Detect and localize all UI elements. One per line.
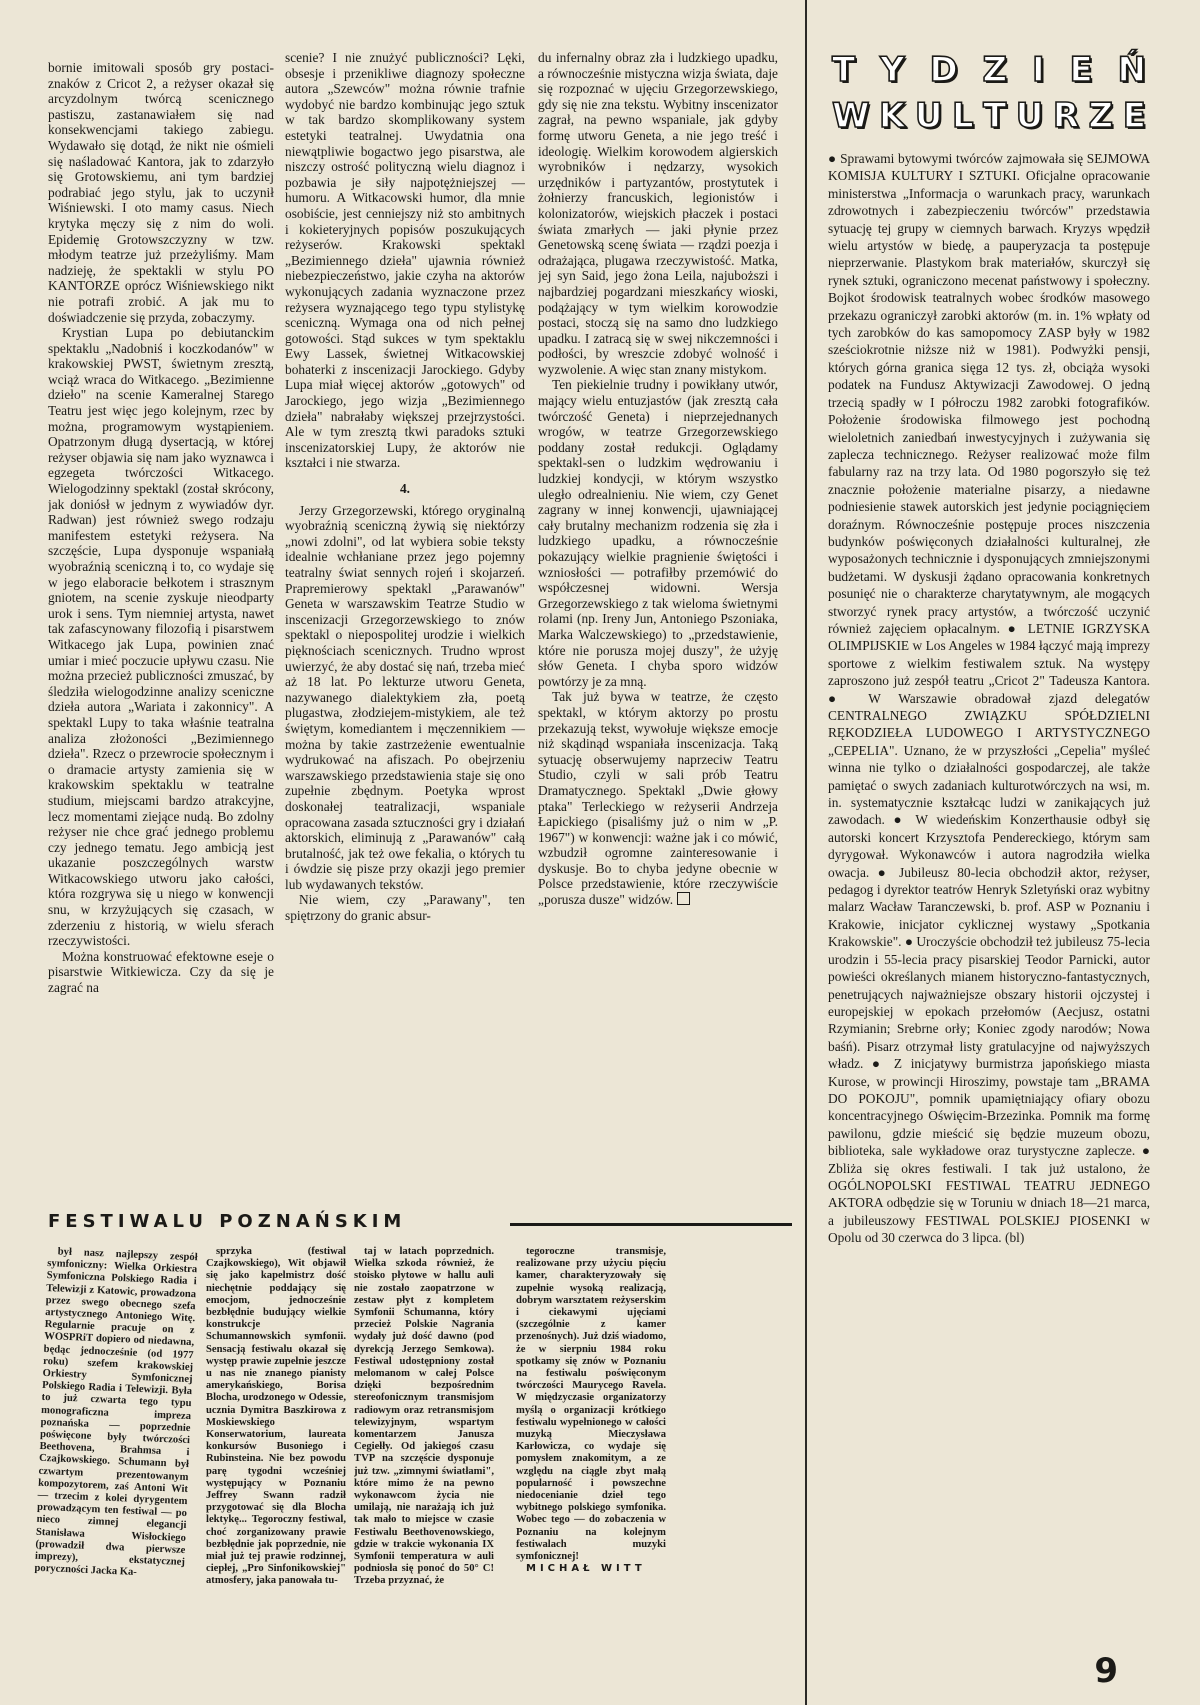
title-letter: R [1052,96,1080,136]
paragraph: Można konstruować efektowne eseje o pisarstwie Witkiewicza. Czy da się je zagrać na [48,948,274,996]
title-letter: T [983,96,1007,136]
paragraph: scenie? I nie znużyć publiczności? Lęki, obsesje i przenikliwe diagnozy społeczne autora „Szewców" można równie trafnie wydobyć nie bardzo kombinując jego sztuk w tak bardzo skomplikowany system estetyki teatralnej. Uwydatnia ona niewątpliwie bogactwo jego pisarstwa, ale niszczy ostrość polityczną wielu diagnoz i pozbawia je siły najpotężniejszej — humoru. A Witkacowski humor, dla mnie osobiście, jest cenniejszy niż sto ambitnych i kokieteryjnych popisów poszukujących reżyserów. Krakowski spektakl „Bezimiennego dzieła" ujawnia również niebezpieczeństwo, jakie czyha na aktorów wykonujących zadania wyznaczone przez reżysera wyznającego tego typu stylistykę sceniczną. Wymaga ona od nich pełnej gotowości. Stąd sukces w tym spektaklu Ewy Lassek, świetnej Witkacowskiej bohaterki z inscenizacji Jarockiego. Gdyby Lupa miał więcej aktorów „gotowych" od Jarockiego, jego wizja „Bezimiennego dzieła" nabrałaby większej przejrzystości. Ale w tym zresztą tkwi paradoks sztuki inscenizatorskiej Lupy, że aktorów nie kształci i nie stwarza. [285,50,525,471]
article-column-3 [538,50,778,1200]
article-column-2 [285,50,525,1200]
title-letter: T [832,50,856,90]
section-title-line-1 [832,50,1146,90]
paragraph: taj w latach poprzednich. Wielka szkoda również, że stoisko płytowe w hallu auli nie zostało zaopatrzone w zestaw płyt z kompletem Symfonii Schumanna, który przecież Polskie Nagrania wydały już dość dawno (pod dyrekcją Jerzego Semkowa). Festiwal udostępniony został melomanom w całej Polsce dzięki bezpośrednim stereofonicznym transmisjom radiowym oraz retransmisjom telewizyjnym, wspartym komentarzem Janusza Cegiełły. Od jakiegoś czasu TVP na szczęście dysponuje już tzw. „zimnymi światłami", które mimo że na pewno wykonawcom życia nie umilają, nie narażają ich już tak mało to miejsce w czasie Festiwalu Beethovenowskiego, gdzie w trakcie wykonania IX Symfonii temperatura w auli podniosła się ponoć do 50° C! Trzeba przyznać, że [354,1246,494,1587]
paragraph-text: Tak już bywa w teatrze, że często spektakl, w którym aktorzy po prostu przekazują tekst, wywołuje większe emocje niż skądinąd wspaniała inscenizacja. Taką sytuację obserwujemy naprzeciw Teatru Studio, czyli w sali prób Teatru Dramatycznego. Spektakl „Dwie głowy ptaka" Terleckiego w reżyserii Andrzeja Łapickiego (pisaliśmy już o nim w „P. 1967") w konwencji: ważne jak i co mówić, wzbudził ogromne zainteresowanie i dyskusje. Bo to chyba jedyne obecnie w Polsce przedstawienie, które rzeczywiście „porusza dusze" widzów. [538,689,778,908]
title-letter: Ń [1117,50,1146,90]
section-number: 4. [399,481,411,497]
festival-heading: FESTIWALU POZNAŃSKIM [48,1211,407,1232]
title-letter: E [1069,50,1093,90]
festival-column-3 [354,1246,494,1686]
paragraph: bornie imitowali sposób gry postaci-znaków z Cricot 2, a reżyser okazał się arcyzdolnym twórcą scenicznego pastiszu, zastanawiałem się nad konsekwencjami takiego zabiegu. Wydawało się dotąd, że nikt nie ośmieli się naśladować Kantora, jak to zdarzyło się Grotowskiemu, ani tym bardziej podrabiać jego stylu, jak to uczynił Wiśniewski. I oto mamy casus. Niech krytyka męczy się z nim do woli. Epidemię Grotowszczyzny w tzw. młodym teatrze już przeżyliśmy. Mam nadzieję, że spektakli w stylu PO KANTORZE oprócz Wiśniewskiego nikt nie potrafi zrobić. A jak mu to doświadczenie się przyda, zobaczymy. [48,60,274,325]
title-letter: Z [982,50,1008,90]
author-signature: MICHAŁ WITT [526,1563,646,1575]
end-of-article-icon [677,892,690,905]
culture-week-column [828,50,1150,1680]
culture-week-text: ● Sprawami bytowymi twórców zajmowała się SEJMOWA KOMISJA KULTURY I SZTUKI. Oficjalne opracowanie ministerstwa „Informacja o warunkach pracy, warunkach zdrowotnych i zabezpieczeniu twórców" przedstawia sytuację tej grupy w ciemnych barwach. Kryzys wpędził wielu artystów w biedę, a pauperyzacja ta postępuje nieprzerwanie. Plastykom brak materiałów, skurczył się rynek sztuki, ograniczono mecenat państwowy i społeczny. Bojkot środowisk teatralnych wobec środków masowego przekazu ograniczył zarobki aktorów (m. in. 1% wpłaty od tych zarobków do kas samopomocy ZASP były w 1982 sześciokrotnie niższe niż w 1981). Podwyżki pensji, których górna granica sięga 12 tys. zł, obciąża wysoki podatek na Fundusz Aktywizacji Zawodowej. O jedną trzecią spadły w I półroczu 1982 zarobki fotografików. Położenie środowiska filmowego jest pochodną wieloletnich zaniedbań inwestycyjnych i zużywania się zaplecza technicznego. Reżyser realizować może film fabularny raz na trzy lata. Od 1980 pogorszyło się też znacznie położenie materialne pisarzy, a niedawne podniesienie stawek autorskich jest jedynie pociągnięciem doraźnym. Równocześnie postępuje proces niszczenia budynków poświęconych działalności kulturalnej, złe wyposażonych technicznie i dysponujących zmniejszonymi budżetami. W dyskusji żądano opracowania konkretnych posunięć nie o charakterze charytatywnym, ale mogących stworzyć rynek pracy artystów, a twórczość uczynić również zajęciem opłacalnym. ● LETNIE IGRZYSKA OLIMPIJSKIE w Los Angeles w 1984 łączyć mają imprezy sportowe z wielkim festiwalem sztuk. Na występy zaproszono już zespół teatru „Cricot 2" Tadeusza Kantora. ● W Warszawie obradował zjazd delegatów CENTRALNEGO ZWIĄZKU SPÓŁDZIELNI RĘKODZIEŁA LUDOWEGO I ARTYSTYCZNEGO „CEPELIA". Uznano, że w przyszłości „Cepelia" myśleć winna nie tylko o działalności gospodarczej, ale także pamiętać o swych zadaniach kulturotwórczych na wsi, m. in. systematycznie kształcąc ludzi w zanikających już zawodach. ● W wiedeńskim Konzerthausie odbył się autorski koncert Krzysztofa Pendereckiego, którym sam dyrygował. Wykonawców i autora nagrodziła wielka owacja. ● Jubileusz 80-lecia obchodził aktor, reżyser, pedagog i dyrektor teatrów Henryk Szletyński oraz wybitny malarz Wacław Taranczewski, b. prof. ASP w Poznaniu i Krakowie, inicjator cyklicznej wystawy „Spotkania Krakowskie". ● Uroczyście obchodził też jubileusz 75-lecia urodzin i 55-lecia pracy pisarskiej Teodor Parnicki, autor powieści określanych mianem historyczno-fantastycznych, penetrujących najważniejsze obszary historii ojczystej i europejskiej w epokach przełomów (Aecjusz, ostatni Rzymianin; Srebrne orły; Koniec zgody narodów; Nowa baśń). Pisarz otrzymał listy gratulacyjne od najwyższych władz. ● Z inicjatywy burmistrza japońskiego miasta Kurose, w prowincji Hiroszimy, powstaje tam „BRAMA DO POKOJU", pomnik upamiętniający ofiary obozu koncentracyjnego Oświęcim-Brzezinka. Pomnik ma formę pawilonu, gdzie mieścić się będzie muzeum obozu, biblioteka, sale wykładowe oraz turystyczne zaplecze. ● Zbliża się okres festiwali. I tak już ustalono, że OGÓLNOPOLSKI FESTIWAL TEATRU JEDNEGO AKTORA odbędzie się w Toruniu w dniach 18—21 marca, a jubileuszowy FESTIWAL POLSKIEJ PIOSENKI w Opolu od 30 czerwca do 3 lipca. (bl) [828,151,1150,1246]
paragraph: Nie wiem, czy „Parawany", ten spiętrzony do granic absur- [285,892,525,924]
page-number: 9 [1094,1651,1118,1691]
title-letter: W [832,96,870,136]
heading-rule [510,1223,792,1226]
paragraph: tegoroczne transmisje, realizowane przy użyciu pięciu kamer, charakteryzowały się zupełnie wysoką realizacją, dobrym warsztatem reżyserskim i ciekawymi ujęciami (szczególnie z kamer przenośnych). Już dziś wiadomo, że w sierpniu 1984 roku spotkamy się znów w Poznaniu na festiwalu poświęconym twórczości Maurycego Ravela. W międzyczasie organizatorzy myślą o organizacji krótkiego festiwalu wypełnionego w całości muzyką Mieczysława Karłowicza, co wydaje się pomysłem znakomitym, a ze względu na ciągle zbyt małą popularność i powszechne niedocenianie dzieł tego wybitnego polskiego symfonika. Wobec tego — do zobaczenia w Poznaniu na kolejnym festiwalach muzyki symfonicznej! [516,1246,666,1563]
title-letter: I [1031,50,1045,90]
column-divider [805,0,807,1705]
paragraph: Ten piekielnie trudny i powikłany utwór, mający wielu entuzjastów (jak zresztą cała twórczość Geneta) i nieprzejednanych wrogów, w teatrze Grzegorzewskiego poddany został redukcji. Oglądamy spektakl-sen o ludzkim wędrowaniu i ludzkiej kondycji, w którym wszystko uległo odrealnieniu. Nie wiem, czy Genet zagrany w innej konwencji, ujawniającej cały brutalny mechanizm rodzenia się zła i ludzkiego upadku, a równocześnie pokazujący wielkie pragnienie świętości i wzniosłości — potrafiłby przemówić do współczesnej widowni. Wersja Grzegorzewskiego z tak wieloma świetnymi rolami (np. Ireny Jun, Antoniego Pszoniaka, Marka Walczewskiego) to „przedstawienie, które nie porusza mojej duszy", że użyję słów Geneta. I chyba sporo widzów powtórzy je za mną. [538,377,778,689]
title-letter: D [929,50,958,90]
title-letter: E [1122,96,1146,136]
festival-column-1 [30,1246,198,1692]
paragraph: Krystian Lupa po debiutanckim spektaklu „Nadobniś i koczkodanów" w krakowskiej PWST, świetnym zresztą, wciąż wraca do Witkacego. „Bezimienne dzieło" na scenie Kameralnej Starego Teatru jest więc jego kolejnym, rzec by można, programowym wystąpieniem. Opatrzonym długą dysertacją, w której reżyser objawia się nam jako wyznawca i egzegeta twórczości Witkacego. Wielogodzinny spektakl (został skrócony, jak doniósł w jednym z wywiadów dyr. Radwan) jest również swego rodzaju manifestem estetyki reżysera. Na szczęście, Lupa dysponuje wspaniałą wyobraźnią sceniczną i to, co wydaje się w jego elaboracie bełkotem i strasznym gniotem, na scenie zyskuje nieodparty urok i sens. Tym niemniej artysta, nawet tak zafascynowany filozofią i pisarstwem Witkacego jak Lupa, powinien znać umiar i mieć poczucie upływu czasu. Nie można przecież publiczności zmuszać, by śledziła wielogodzinne analizy sceniczne dzieła autora „Wariata i zakonnicy". A spektakl Lupy to taka właśnie teatralna analiza złożoności „Bezimiennego dzieła". Rzecz o przewrocie społecznym i o dramacie artysty zamienia się w krakowskim spektaklu w teatralne studium, miejscami bardzo atrakcyjne, lecz momentami ziejące nudą. Bo zdolny reżyser nie chce grać jednego problemu czy jednego tematu. Jego ambicją jest ukazanie poszczególnych warstw Witkacowskiego utworu jako całości, która rozgrywa się u niego w konwencji snu, w krzyżujących się czasach, w zderzeniu z historią, w wielu sferach rzeczywistości. [48,325,274,949]
section-title-line-2 [832,96,1146,136]
paragraph-final [538,689,778,907]
festival-column-2 [206,1246,346,1686]
paragraph: był nasz najlepszy zespół symfoniczny: Wielka Orkiestra Symfoniczna Polskiego Radia i Telewizji z Katowic, prowadzona przez swego obecnego szefa artystycznego Antoniego Witę. Regularnie pracuje on z WOSPRiT dopiero od niedawna, będąc jednocześnie (od 1977 roku) szefem krakowskiej Orkiestry Symfonicznej Polskiego Radia i Telewizji. Była to już czwarta tego typu monograficzna impreza poznańska — poprzednie poświęcone były twórczości Beethovena, Brahmsa i Czajkowskiego. Schumann był czwartym prezentowanym kompozytorem, zaś Antoni Wit — trzecim z kolei dyrygentem prowadzącym ten festiwal — po nieco zimnej elegancji Stanisława Wisłockiego (prowadził dwa pierwsze imprezy), ekstatycznej poryczności Jacka Ka- [34,1246,198,1579]
title-letter: Y [880,50,905,90]
title-letter: U [914,96,943,136]
title-letter: U [1015,96,1044,136]
paragraph: du infernalny obraz zła i ludzkiego upadku, a równocześnie mistyczna wizja świata, daje się rozpoznać w ujęciu Grzegorzewskiego, gdy się nie zna tekstu. Wybitny inscenizator zagrał, na pewno wspaniale, jak gdyby formę utworu Geneta, a nie jego treść i ideologię. Wielkim korowodem algierskich wyrobników i nędzarzy, wysokich urzędników i partyzantów, prostytutek i żołnierzy francuskich, legionistów i kolonizatorów, wiejskich płaczek i postaci świata zmarłych — jaki płynie przez Genetowską scenę świata — rządzi poezja i odrażająca, plugawa rzeczywistość. Matka, jej syn Said, jego żona Leila, najuboższi i najbardziej pogardzani mieszkańcy wioski, podążający w tym wielkim korowodzie postaci, stoczą się na samo dno ludzkiego upadku. I zatracą się w swej nikczemności i podłości, by wreszcie zdobyć wolność i wyzwolenie. A więc stan znany mistykom. [538,50,778,377]
title-letter: K [879,96,906,136]
title-letter: Z [1088,96,1114,136]
title-letter: L [951,96,974,136]
festival-column-4 [516,1246,666,1686]
paragraph: sprzyka (festiwal Czajkowskiego), Wit objawił się jako kapelmistrz dość niechętnie poddający się emocjom, jednocześnie bezbłędnie budujący wielkie konstrukcje Schumannowskich symfonii. Sensacją festiwalu okazał się występ prawie zupełnie jeszcze u nas nie znanego pianisty amerykańskiego, Borisa Blocha, urodzonego w Odessie, ucznia Dymitra Baszkirowa z Moskiewskiego Konserwatorium, laureata konkursów Busoniego i Rubinsteina. Nie bez powodu parę tygodni wcześniej występujący w Poznaniu Jeffrey Swann radził przygotować się dla Blocha lektykę... Tegoroczny festiwal, choć zorganizowany prawie bezbłędnie jak poprzednie, nie miał już tej prawie rodzinnej, ciepłej, „Pro Sinfonikowskiej" atmosfery, jaka panowała tu- [206,1246,346,1587]
article-column-1 [48,60,274,1193]
paragraph: Jerzy Grzegorzewski, którego oryginalną wyobraźnią sceniczną żywią się niektórzy „nowi zdolni", od lat wybiera sobie teksty idealnie wchłaniane przez jego pojemny teatralny świat sennych rojeń i skojarzeń. Prapremierowy spektakl „Parawanów" Geneta w warszawskim Teatrze Studio w inscenizacji Grzegorzewskiego to znów spektakl o niepospolitej urodzie i wielkich pięknościach scenicznych. Trudno wprost uwierzyć, że aby dostać się nań, trzeba mieć aż 18 lat. Po lekturze utworu Geneta, nazywanego dialektykiem zła, poetą plugastwa, złodziejem-mistykiem, ale też świętym, komediantem i męczennikiem — można by takie zastrzeżenie ewentualnie wydrukować na afiszach. Po obejrzeniu warszawskiego przedstawienia staje się ono zupełnie zbędnym. Poetyka wprost doskonałej teatralizacji, wspaniale opracowana zasada sztuczności gry i działań aktorskich, eliminują z „Parawanów" całą brutalność, jak też owe fekalia, o których tu i ówdzie się pisze przy okazji jego premier lub wydawanych tekstów. [285,502,525,892]
